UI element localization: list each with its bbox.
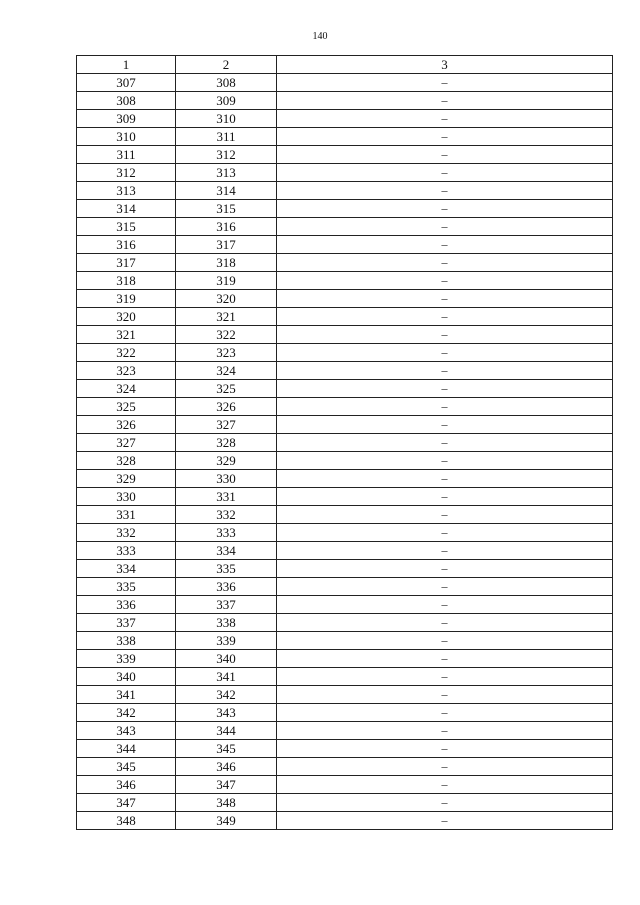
table-cell-col-2: 335 [176, 560, 277, 578]
table-cell-col-2: 340 [176, 650, 277, 668]
table-header-row [77, 56, 613, 74]
table-row [77, 632, 613, 650]
table-cell-col-2: 342 [176, 686, 277, 704]
table-cell-col-1: 319 [77, 290, 176, 308]
table-row [77, 596, 613, 614]
table-cell-col-1: 346 [77, 776, 176, 794]
table-cell-col-1: 326 [77, 416, 176, 434]
table-cell-col-1: 324 [77, 380, 176, 398]
table-row [77, 560, 613, 578]
table-row [77, 128, 613, 146]
table-cell-col-1: 340 [77, 668, 176, 686]
table-row [77, 704, 613, 722]
table-cell-col-1: 341 [77, 686, 176, 704]
table-cell-col-1: 315 [77, 218, 176, 236]
table-cell-col-2: 327 [176, 416, 277, 434]
table-row [77, 740, 613, 758]
table-cell-col-2: 325 [176, 380, 277, 398]
column-header-2: 2 [176, 56, 277, 74]
table-row [77, 776, 613, 794]
table-cell-col-3: – [277, 758, 613, 776]
table-cell-col-2: 316 [176, 218, 277, 236]
table-cell-col-1: 318 [77, 272, 176, 290]
table-cell-col-3: – [277, 614, 613, 632]
table-row [77, 686, 613, 704]
table-cell-col-3: – [277, 236, 613, 254]
table-row [77, 164, 613, 182]
table-cell-col-1: 327 [77, 434, 176, 452]
table-cell-col-1: 316 [77, 236, 176, 254]
table-cell-col-3: – [277, 74, 613, 92]
table-cell-col-1: 321 [77, 326, 176, 344]
table-row [77, 812, 613, 830]
table-cell-col-3: – [277, 668, 613, 686]
table-row [77, 398, 613, 416]
table-cell-col-3: – [277, 740, 613, 758]
table-cell-col-2: 332 [176, 506, 277, 524]
table-row [77, 434, 613, 452]
table-cell-col-2: 333 [176, 524, 277, 542]
table-cell-col-3: – [277, 164, 613, 182]
table-row [77, 290, 613, 308]
table-cell-col-2: 308 [176, 74, 277, 92]
table-row [77, 110, 613, 128]
table-row [77, 254, 613, 272]
table-cell-col-2: 336 [176, 578, 277, 596]
table-cell-col-3: – [277, 578, 613, 596]
table-cell-col-2: 334 [176, 542, 277, 560]
table-cell-col-2: 317 [176, 236, 277, 254]
table-cell-col-3: – [277, 812, 613, 830]
table-cell-col-1: 323 [77, 362, 176, 380]
table-cell-col-2: 337 [176, 596, 277, 614]
table-cell-col-2: 311 [176, 128, 277, 146]
table-cell-col-3: – [277, 704, 613, 722]
table-row [77, 146, 613, 164]
column-header-3: 3 [277, 56, 613, 74]
table-row [77, 542, 613, 560]
table-cell-col-1: 348 [77, 812, 176, 830]
table-cell-col-3: – [277, 182, 613, 200]
table-cell-col-1: 344 [77, 740, 176, 758]
table-cell-col-2: 328 [176, 434, 277, 452]
table-cell-col-1: 338 [77, 632, 176, 650]
table-cell-col-3: – [277, 398, 613, 416]
table-cell-col-1: 329 [77, 470, 176, 488]
table-cell-col-1: 325 [77, 398, 176, 416]
table-row [77, 452, 613, 470]
table-cell-col-2: 314 [176, 182, 277, 200]
table-cell-col-3: – [277, 200, 613, 218]
table-cell-col-1: 331 [77, 506, 176, 524]
table-row [77, 668, 613, 686]
table-cell-col-1: 308 [77, 92, 176, 110]
table-cell-col-3: – [277, 794, 613, 812]
table-cell-col-2: 319 [176, 272, 277, 290]
table-row [77, 488, 613, 506]
table-cell-col-1: 309 [77, 110, 176, 128]
table-cell-col-2: 339 [176, 632, 277, 650]
table-row [77, 236, 613, 254]
table-row [77, 344, 613, 362]
table-cell-col-2: 344 [176, 722, 277, 740]
table-cell-col-2: 329 [176, 452, 277, 470]
table-cell-col-1: 337 [77, 614, 176, 632]
table-cell-col-2: 326 [176, 398, 277, 416]
table-cell-col-3: – [277, 686, 613, 704]
table-row [77, 182, 613, 200]
table-row [77, 578, 613, 596]
table-cell-col-1: 332 [77, 524, 176, 542]
table-row [77, 272, 613, 290]
table-cell-col-3: – [277, 524, 613, 542]
table-cell-col-3: – [277, 632, 613, 650]
table-cell-col-3: – [277, 416, 613, 434]
page-number: 140 [312, 31, 328, 42]
table-cell-col-2: 345 [176, 740, 277, 758]
table-cell-col-3: – [277, 326, 613, 344]
table-cell-col-2: 309 [176, 92, 277, 110]
table-cell-col-3: – [277, 542, 613, 560]
table-cell-col-2: 330 [176, 470, 277, 488]
table-row [77, 362, 613, 380]
table-cell-col-2: 338 [176, 614, 277, 632]
data-table [76, 55, 613, 830]
table-cell-col-3: – [277, 128, 613, 146]
table-cell-col-3: – [277, 218, 613, 236]
table-row [77, 326, 613, 344]
table-cell-col-3: – [277, 110, 613, 128]
table-cell-col-1: 322 [77, 344, 176, 362]
table-cell-col-1: 313 [77, 182, 176, 200]
table-body [77, 74, 613, 830]
table-cell-col-3: – [277, 344, 613, 362]
column-header-1: 1 [77, 56, 176, 74]
table-cell-col-1: 320 [77, 308, 176, 326]
table-cell-col-1: 335 [77, 578, 176, 596]
table-cell-col-3: – [277, 560, 613, 578]
table-cell-col-1: 311 [77, 146, 176, 164]
table-row [77, 758, 613, 776]
table-row [77, 470, 613, 488]
table-cell-col-1: 317 [77, 254, 176, 272]
table-cell-col-3: – [277, 380, 613, 398]
table-cell-col-3: – [277, 308, 613, 326]
table-cell-col-3: – [277, 650, 613, 668]
table-row [77, 380, 613, 398]
table-cell-col-2: 324 [176, 362, 277, 380]
table-cell-col-1: 328 [77, 452, 176, 470]
table-cell-col-2: 331 [176, 488, 277, 506]
table-row [77, 650, 613, 668]
table-cell-col-2: 312 [176, 146, 277, 164]
table-cell-col-2: 315 [176, 200, 277, 218]
table-row [77, 722, 613, 740]
table-cell-col-2: 323 [176, 344, 277, 362]
table-cell-col-3: – [277, 488, 613, 506]
table-cell-col-2: 346 [176, 758, 277, 776]
table-row [77, 218, 613, 236]
table-cell-col-3: – [277, 92, 613, 110]
table-cell-col-1: 307 [77, 74, 176, 92]
table-row [77, 308, 613, 326]
table-cell-col-2: 310 [176, 110, 277, 128]
table-cell-col-1: 342 [77, 704, 176, 722]
table-cell-col-1: 312 [77, 164, 176, 182]
table-cell-col-2: 322 [176, 326, 277, 344]
table-cell-col-1: 347 [77, 794, 176, 812]
table-cell-col-1: 339 [77, 650, 176, 668]
table-cell-col-3: – [277, 290, 613, 308]
table-row [77, 794, 613, 812]
table-cell-col-2: 320 [176, 290, 277, 308]
table-row [77, 92, 613, 110]
table-cell-col-3: – [277, 506, 613, 524]
table-cell-col-1: 343 [77, 722, 176, 740]
table-row [77, 614, 613, 632]
table-cell-col-1: 333 [77, 542, 176, 560]
table-cell-col-2: 347 [176, 776, 277, 794]
table-cell-col-3: – [277, 470, 613, 488]
table-cell-col-1: 310 [77, 128, 176, 146]
table-cell-col-2: 341 [176, 668, 277, 686]
table-cell-col-2: 313 [176, 164, 277, 182]
table-row [77, 74, 613, 92]
table-cell-col-3: – [277, 596, 613, 614]
table-cell-col-2: 348 [176, 794, 277, 812]
table-cell-col-1: 330 [77, 488, 176, 506]
table-cell-col-2: 321 [176, 308, 277, 326]
table-cell-col-3: – [277, 272, 613, 290]
table-cell-col-3: – [277, 434, 613, 452]
table-cell-col-2: 318 [176, 254, 277, 272]
table-cell-col-3: – [277, 146, 613, 164]
table-cell-col-2: 349 [176, 812, 277, 830]
table-row [77, 506, 613, 524]
table-cell-col-1: 336 [77, 596, 176, 614]
table-row [77, 416, 613, 434]
table-cell-col-3: – [277, 776, 613, 794]
table-cell-col-3: – [277, 362, 613, 380]
table-cell-col-3: – [277, 254, 613, 272]
table-cell-col-1: 334 [77, 560, 176, 578]
table-cell-col-2: 343 [176, 704, 277, 722]
table-cell-col-3: – [277, 452, 613, 470]
table-row [77, 524, 613, 542]
table-cell-col-1: 345 [77, 758, 176, 776]
table-cell-col-3: – [277, 722, 613, 740]
table-row [77, 200, 613, 218]
table-cell-col-1: 314 [77, 200, 176, 218]
